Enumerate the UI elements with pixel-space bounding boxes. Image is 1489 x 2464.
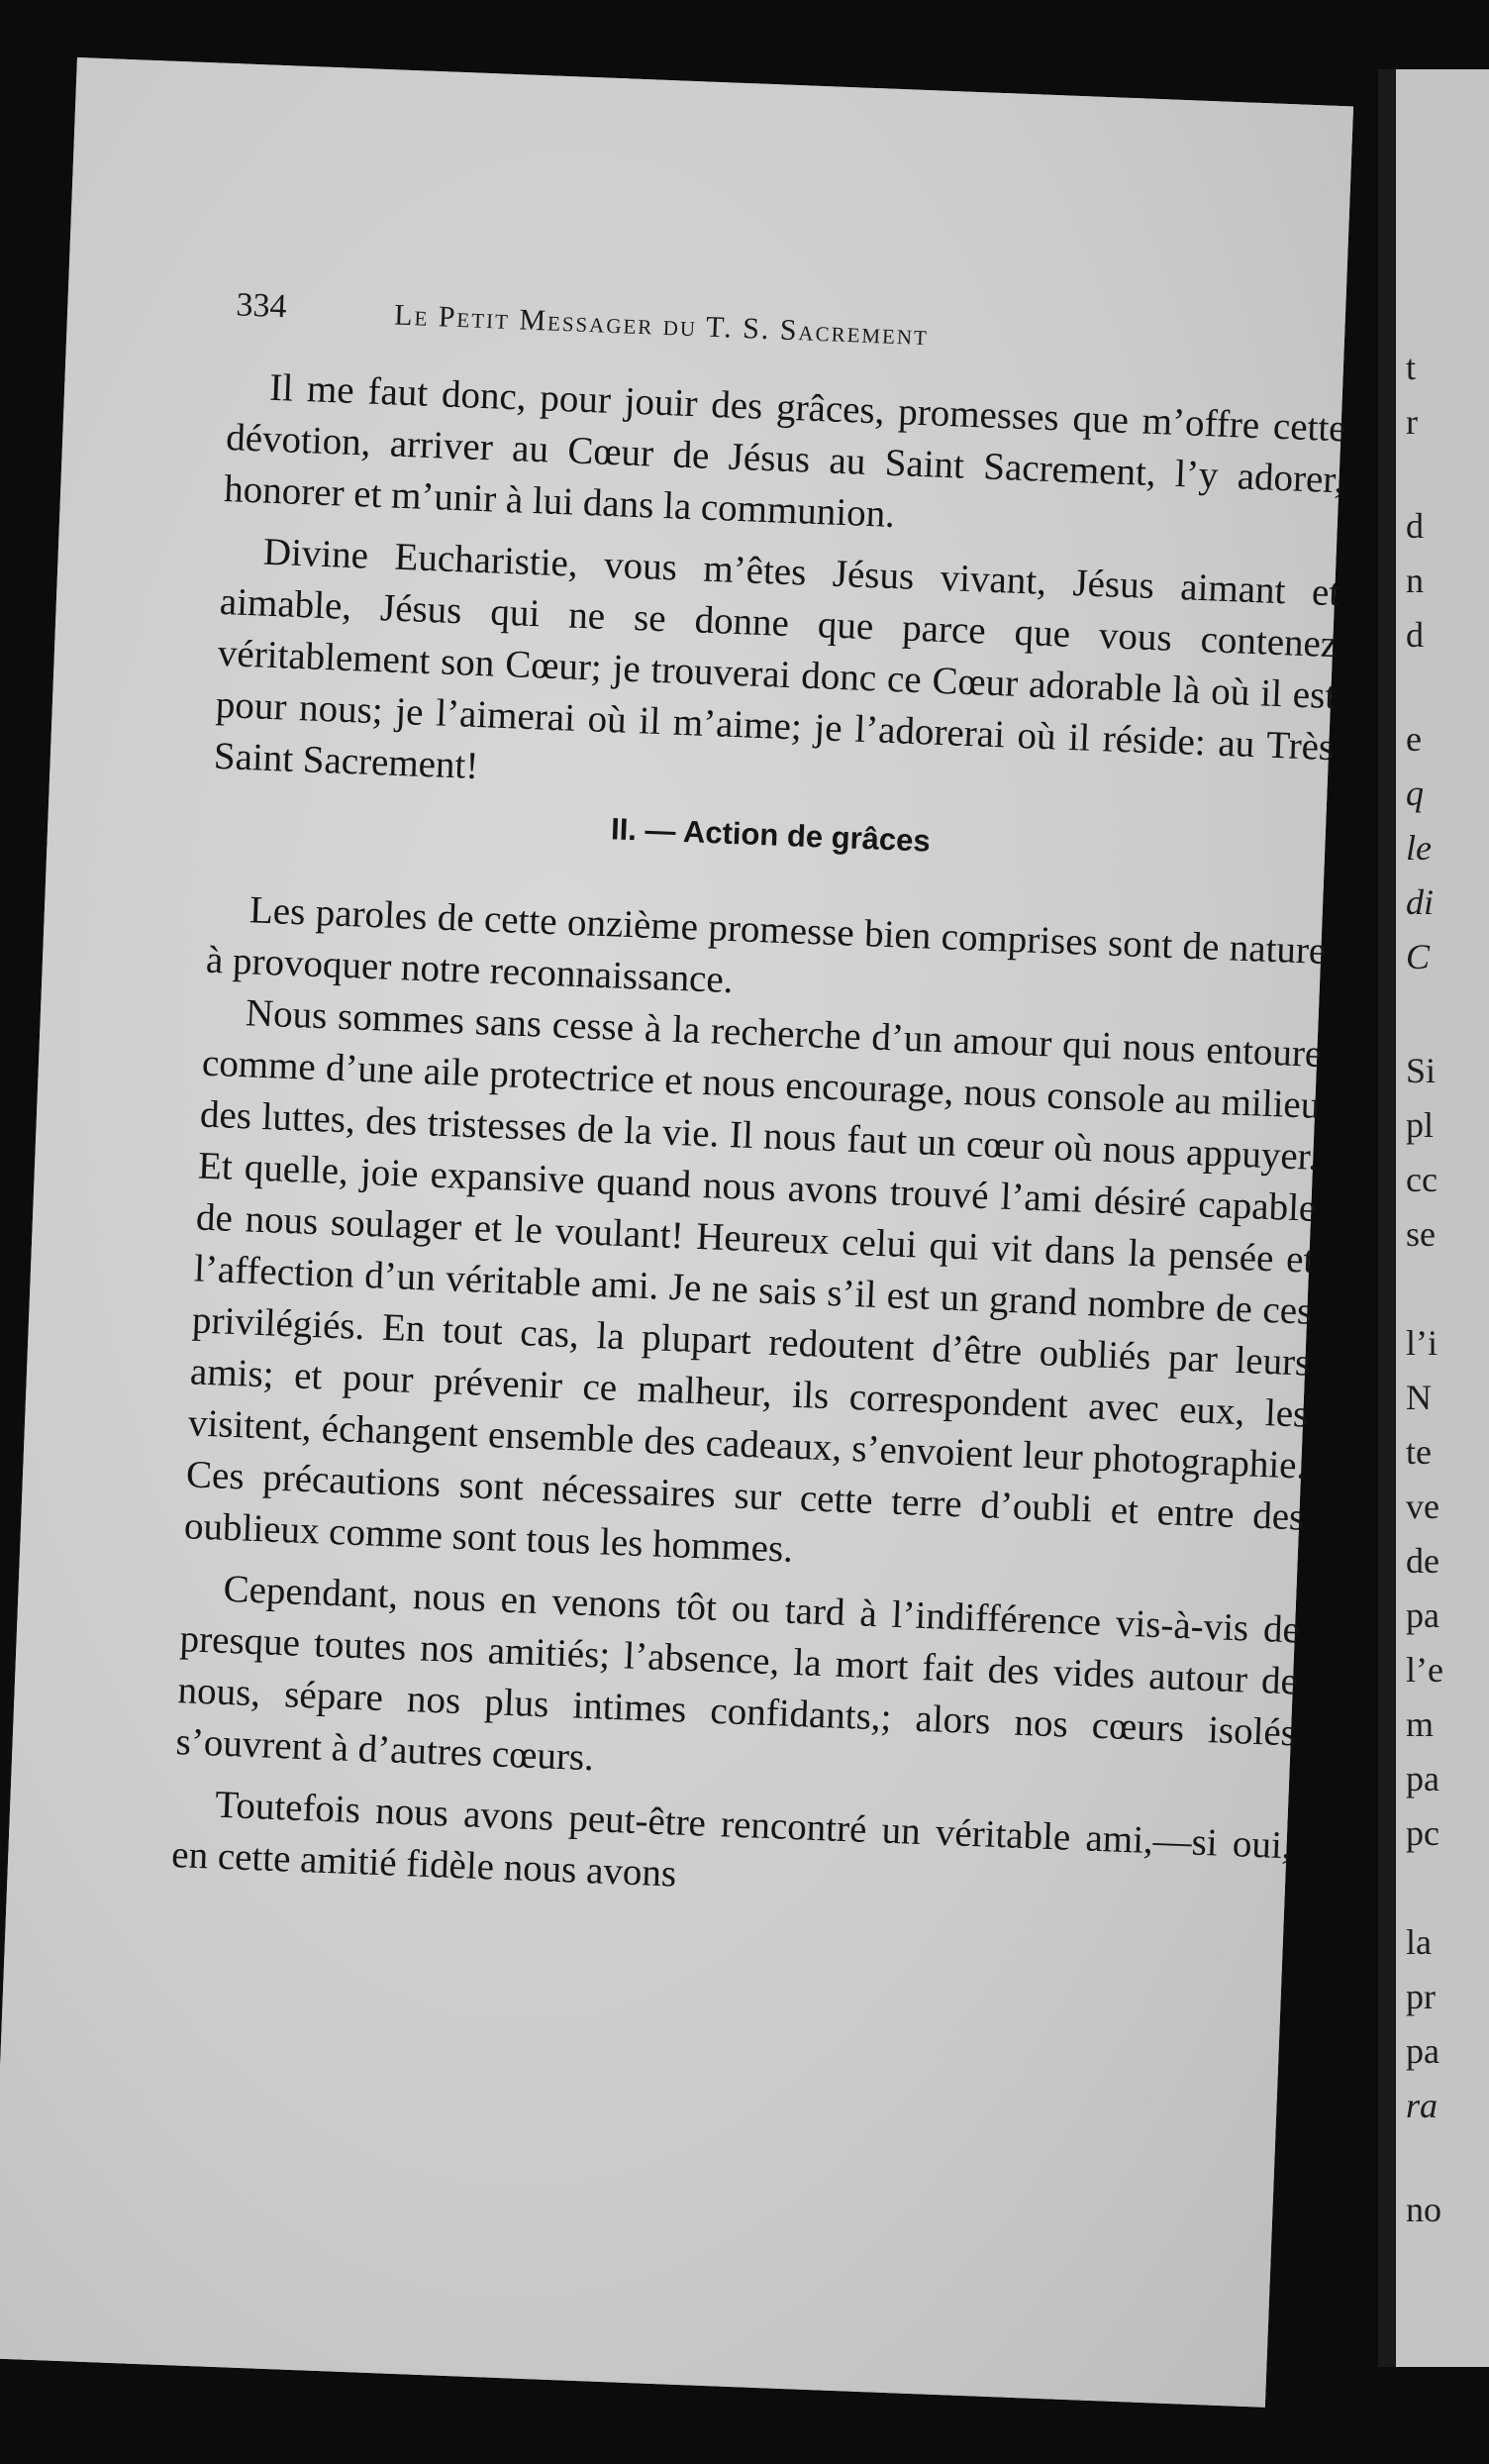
facing-page-fragment: pc xyxy=(1406,1813,1439,1853)
facing-page-fragment: C xyxy=(1406,937,1431,976)
facing-page-fragment: n xyxy=(1406,561,1424,600)
facing-page-fragment: l’e xyxy=(1406,1650,1443,1690)
paragraph: Nous sommes sans cesse à la recherche d’un amour qui nous entoure comme d’une aile protectrice et nous encourage, nous console au milieu des luttes, des tristesses de la vie. Il nous faut un cœur où nous appuyer. Et quelle, joie expansive quand nous avons trouvé l’ami désiré capable de nous soulager et le voulant! Heureux celui qui vit dans la pensée et l’affection d’un véritable ami. Je ne sais s’il est un grand nombre de ces privilégiés. En tout cas, la plupart redoutent d’être oubliés par leurs amis; et pour prévenir ce malheur, ils correspondent avec eux, les visitent, échangent ensemble des cadeaux, s’envoient leur photographie. Ces précautions sont nécessaires sur cette terre d’oubli et entre des oublieux comme sont tous les hommes. xyxy=(183,991,1324,1571)
page-number: 334 xyxy=(235,286,288,326)
facing-page-fragment: te xyxy=(1406,1432,1432,1472)
facing-page-fragment: l’i xyxy=(1406,1323,1438,1363)
facing-page-fragment: de xyxy=(1406,1541,1439,1581)
facing-page-fragment: ve xyxy=(1406,1487,1439,1526)
paragraph: Divine Eucharistie, vous m’êtes Jésus vivant, Jésus aimant et aimable, Jésus qui ne se donne que parce que vous contenez véritablement son Cœur; je trouverai donc ce Cœur adorable là où il est pour nous; je l’aimerai où il m’aime; je l’adorerai où il réside: au Très Saint Sacrement! xyxy=(213,530,1341,788)
paragraph: Les paroles de cette onzième promesse bien comprises sont de nature à provoquer notre reconnaissance. xyxy=(205,888,1328,1002)
facing-page-fragment: t xyxy=(1406,348,1417,387)
facing-page-fragment: r xyxy=(1406,402,1418,442)
facing-page-fragment: d xyxy=(1406,615,1424,655)
facing-page-fragment: pa xyxy=(1406,2031,1439,2071)
facing-page-fragment: pr xyxy=(1406,1977,1436,2016)
facing-page-fragment: N xyxy=(1406,1378,1432,1417)
facing-page-fragment: no xyxy=(1406,2190,1441,2229)
paragraph: Cependant, nous en venons tôt ou tard à l’indifférence vis-à-vis de presque toutes nos amitiés; l’absence, la mort fait des vides autour de nous, sépare nos plus intimes confidants,; alors nos cœurs isolés s’ouvrent à d’autres cœurs. xyxy=(174,1567,1301,1780)
facing-page-fragment: e xyxy=(1406,719,1422,759)
facing-page-edge xyxy=(1378,69,1489,2367)
facing-page-fragment: ra xyxy=(1406,2086,1439,2125)
running-head xyxy=(235,286,1255,353)
facing-page-fragment: la xyxy=(1406,1922,1432,1962)
facing-page-fragment: cc xyxy=(1406,1160,1438,1199)
facing-page-fragment: pa xyxy=(1406,1759,1439,1798)
facing-page-fragment: pa xyxy=(1406,1595,1439,1635)
facing-page-fragment: Si xyxy=(1406,1051,1437,1090)
running-title: Le Petit Messager du T. S. Sacrement xyxy=(393,298,930,353)
body-text xyxy=(170,360,1347,1933)
section-heading: II. — Action de grâces xyxy=(610,811,932,859)
facing-page-fragment: se xyxy=(1406,1214,1436,1254)
facing-page-fragment: d xyxy=(1406,506,1424,546)
facing-page-fragment: q xyxy=(1406,773,1424,813)
book-page xyxy=(0,57,1353,2408)
facing-page-fragment: le xyxy=(1406,828,1432,868)
paragraph: Toutefois nous avons peut-être rencontré un véritable ami,—si oui, en cette amitié fidèle nous avons xyxy=(170,1783,1293,1896)
facing-page-fragment: m xyxy=(1406,1704,1435,1744)
paragraph: Il me faut donc, pour jouir des grâces, promesses que m’offre cette dévotion, arriver au Cœur de Jésus au Saint Sacrement, l’y adorer, honorer et m’unir à lui dans la communion. xyxy=(223,365,1347,537)
facing-page-fragment: pl xyxy=(1406,1105,1435,1145)
facing-page-fragment: di xyxy=(1406,882,1435,922)
